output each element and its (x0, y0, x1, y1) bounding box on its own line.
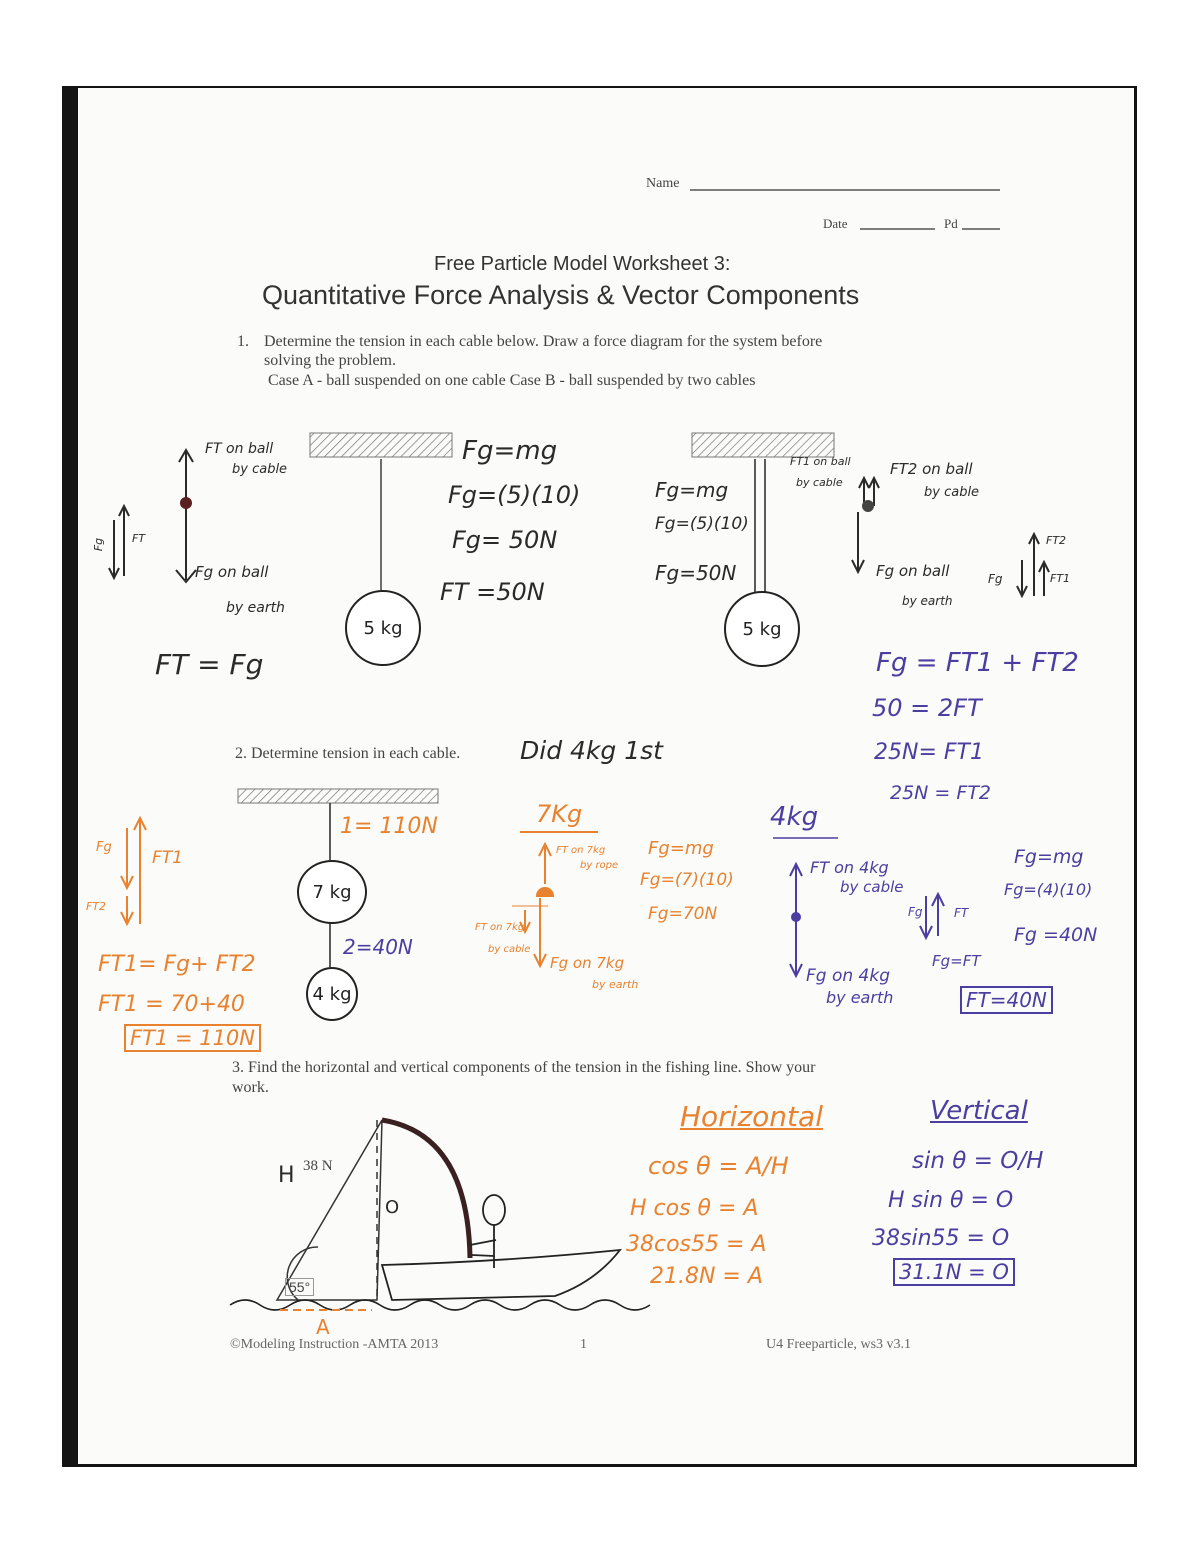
q2-7kg-ft-top-sub: by rope (580, 860, 619, 871)
q2-7kg-ft-side-sub: by cable (488, 944, 531, 955)
case-a-eq: FT = Fg (155, 648, 264, 681)
case-a-fg-label: Fg on ball (195, 563, 269, 581)
q3-horizontal-line-3: 38cos55 = A (626, 1232, 767, 1257)
q3-text-2: work. (232, 1079, 269, 1096)
q2-ceiling (238, 789, 438, 803)
q2-note: Did 4kg 1st (520, 736, 663, 765)
q2-cable-1-tension: 1= 110N (340, 814, 438, 839)
q2-4kg-mini-fg: Fg (908, 905, 923, 919)
q2-mass-4kg: 4 kg (306, 967, 358, 1021)
q2-4kg-ft: FT on 4kg (810, 858, 889, 877)
case-b-calc-1: Fg=mg (655, 478, 729, 502)
q2-7kg-ft-top: FT on 7kg (556, 845, 606, 856)
q3-force-label: 38 N (303, 1158, 333, 1174)
q1-text-1: Determine the tension in each cable below. Draw a force diagram for the system before (264, 333, 823, 350)
case-b-solve-1: Fg = FT1 + FT2 (876, 648, 1079, 678)
q3-text-1: 3. Find the horizontal and vertical components of the tension in the fishing line. Show your (232, 1059, 816, 1076)
q3-vertical-line-1: sin θ = O/H (912, 1148, 1044, 1174)
q1-number: 1. (237, 333, 249, 350)
q2-left-eq-2: FT1 = 70+40 (98, 992, 245, 1017)
q3-vertical-answer: 31.1N = O (893, 1258, 1015, 1286)
case-a-mass: 5 kg (345, 590, 421, 666)
case-a-mini-fg: Fg (92, 537, 106, 552)
q2-4kg-eq: Fg=FT (932, 952, 981, 970)
q2-4kg-calc-2: Fg=(4)(10) (1004, 880, 1093, 899)
q3-adj-label: A (316, 1315, 330, 1339)
q2-7kg-ft-side: FT on 7kg (475, 922, 525, 933)
q2-4kg-calc-3: Fg =40N (1014, 924, 1098, 946)
case-b-ft1-sub: by cable (796, 476, 843, 489)
case-a-calc-2: Fg=(5)(10) (448, 481, 581, 509)
q3-horizontal-line-1: cos θ = A/H (648, 1152, 789, 1180)
q2-4kg-mini-ft: FT (954, 906, 969, 920)
case-b-mass: 5 kg (724, 591, 800, 667)
q3-vertical-line-2: H sin θ = O (888, 1188, 1014, 1213)
name-label: Name (646, 176, 680, 191)
footer-version: U4 Freeparticle, ws3 v3.1 (766, 1337, 912, 1352)
case-b-mini-fg: Fg (988, 572, 1003, 586)
footer-copyright: ©Modeling Instruction -AMTA 2013 (230, 1337, 439, 1352)
q2-4kg-calc-1: Fg=mg (1014, 846, 1084, 868)
q2-4kg-fg-sub: by earth (826, 988, 894, 1007)
case-b-mini-ft1: FT1 (1050, 572, 1071, 585)
q2-4kg-ft-sub: by cable (840, 878, 904, 896)
q3-vertical-line-3: 38sin55 = O (872, 1226, 1010, 1251)
case-b-ft2-label: FT2 on ball (890, 460, 973, 478)
q3-vertical-heading: Vertical (930, 1096, 1028, 1126)
q3-opp-label: O (385, 1197, 400, 1218)
q2-left-ft1: FT1 (152, 848, 183, 868)
case-b-solve-2: 50 = 2FT (872, 694, 982, 722)
q2-7kg-fg: Fg on 7kg (550, 954, 625, 972)
q3-horizontal-heading: Horizontal (680, 1100, 823, 1133)
q2-7kg-calc-1: Fg=mg (648, 838, 714, 859)
q2-cable-2-tension: 2=40N (343, 935, 413, 959)
title-line-2: Quantitative Force Analysis & Vector Components (262, 280, 860, 310)
date-label: Date (823, 216, 848, 231)
q2-4kg-answer: FT=40N (960, 986, 1053, 1014)
case-b-solve-3: 25N= FT1 (874, 740, 984, 765)
q2-left-fg: Fg (96, 840, 112, 855)
case-b-ceiling (692, 433, 834, 457)
q3-horizontal-line-2: H cos θ = A (630, 1196, 759, 1221)
case-b-ft2-sub: by cable (924, 485, 980, 500)
case-a-mini-ft: FT (132, 532, 146, 545)
q2-mass-7kg: 7 kg (297, 860, 367, 924)
q2-4kg-fg: Fg on 4kg (806, 966, 891, 986)
q2-7kg-calc-2: Fg=(7)(10) (640, 870, 734, 890)
case-b-mini-ft2: FT2 (1046, 534, 1067, 547)
q2-left-answer: FT1 = 110N (124, 1024, 261, 1052)
case-b-fg-sub: by earth (902, 594, 953, 608)
q3-hyp-label: H (278, 1163, 295, 1188)
case-b-ft1-label: FT1 on ball (790, 455, 851, 468)
q3-horizontal-line-4: 21.8N = A (650, 1264, 763, 1289)
case-a-ceiling (310, 433, 452, 457)
case-a-calc-3: Fg= 50N (452, 526, 558, 554)
case-a-ft-label: FT on ball (205, 441, 274, 457)
case-b-solve-4: 25N = FT2 (890, 782, 992, 804)
q2-prompt: 2. Determine tension in each cable. (235, 745, 461, 762)
case-b-fg-label: Fg on ball (876, 562, 950, 580)
q2-7kg-heading: 7Kg (536, 800, 583, 828)
pd-label: Pd (944, 216, 958, 231)
q2-left-eq-1: FT1= Fg+ FT2 (98, 952, 256, 977)
case-b-calc-2: Fg=(5)(10) (655, 514, 749, 534)
title-line-1: Free Particle Model Worksheet 3: (434, 253, 731, 275)
q1-text-2: solving the problem. (264, 352, 396, 369)
case-a-fg-sub: by earth (226, 600, 285, 616)
case-a-ft-sub: by cable (232, 462, 288, 477)
q3-angle-label: 55° (285, 1278, 314, 1296)
q2-4kg-heading: 4kg (770, 802, 819, 832)
q2-7kg-fg-sub: by earth (592, 978, 639, 991)
q2-7kg-calc-3: Fg=70N (648, 904, 718, 924)
case-b-calc-3: Fg=50N (655, 561, 737, 585)
q1-text-3: Case A - ball suspended on one cable Case B - ball suspended by two cables (268, 372, 756, 389)
q2-left-ft2: FT2 (86, 900, 107, 913)
case-a-calc-1: Fg=mg (462, 436, 558, 466)
q2-left-fbd (121, 818, 146, 924)
case-a-fbd (109, 450, 196, 582)
footer-page-number: 1 (580, 1337, 587, 1352)
case-a-calc-4: FT =50N (440, 578, 545, 606)
